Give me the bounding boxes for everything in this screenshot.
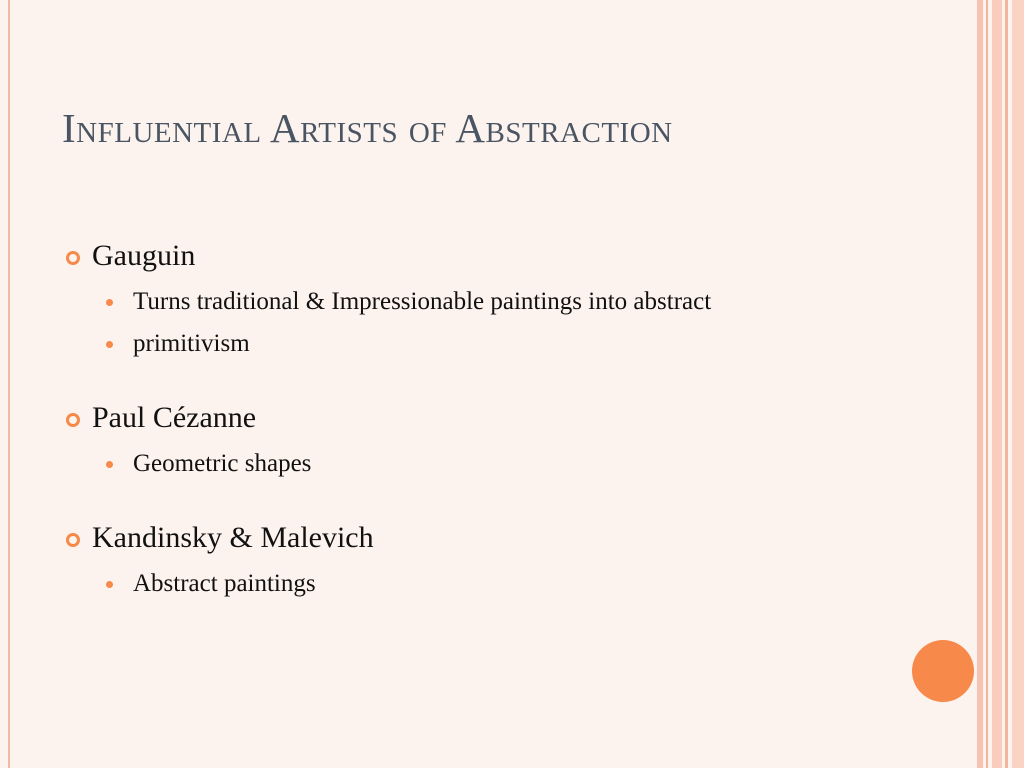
- right-decorative-stripe: [986, 0, 988, 768]
- bullet-text: Kandinsky & Malevich: [92, 521, 374, 554]
- bullet-item-gauguin: [66, 236, 946, 362]
- bullet-list: [66, 236, 946, 638]
- sub-bullet-item: [66, 566, 946, 602]
- sub-bullet-text: primitivism: [133, 330, 250, 357]
- ring-bullet-icon: [66, 251, 80, 265]
- sub-bullet-list: [66, 446, 946, 482]
- right-decorative-stripe: [992, 0, 1002, 768]
- ring-bullet-icon: [66, 533, 80, 547]
- sub-bullet-item: [66, 284, 946, 320]
- right-decorative-stripe: [1005, 0, 1008, 768]
- sub-bullet-text: Geometric shapes: [133, 450, 312, 477]
- dot-bullet-icon: [106, 341, 113, 348]
- bullet-text: Gauguin: [92, 239, 196, 272]
- sub-bullet-item: [66, 446, 946, 482]
- dot-bullet-icon: [106, 461, 113, 468]
- bullet-text: Paul Cézanne: [92, 401, 257, 434]
- right-decorative-stripe: [977, 0, 983, 768]
- left-border-line: [8, 0, 10, 768]
- decorative-orange-circle: [912, 640, 974, 702]
- bullet-item-kandinsky-malevich: [66, 518, 946, 602]
- right-decorative-stripe: [1012, 0, 1024, 768]
- sub-bullet-text: Turns traditional & Impressionable paintings into abstract: [133, 288, 712, 315]
- sub-bullet-text: Abstract paintings: [133, 570, 316, 597]
- ring-bullet-icon: [66, 413, 80, 427]
- bullet-item-cezanne: [66, 398, 946, 482]
- dot-bullet-icon: [106, 581, 113, 588]
- sub-bullet-list: [66, 566, 946, 602]
- dot-bullet-icon: [106, 299, 113, 306]
- sub-bullet-item: [66, 326, 946, 362]
- slide-title: Influential Artists of Abstraction: [62, 105, 673, 151]
- sub-bullet-list: [66, 284, 946, 362]
